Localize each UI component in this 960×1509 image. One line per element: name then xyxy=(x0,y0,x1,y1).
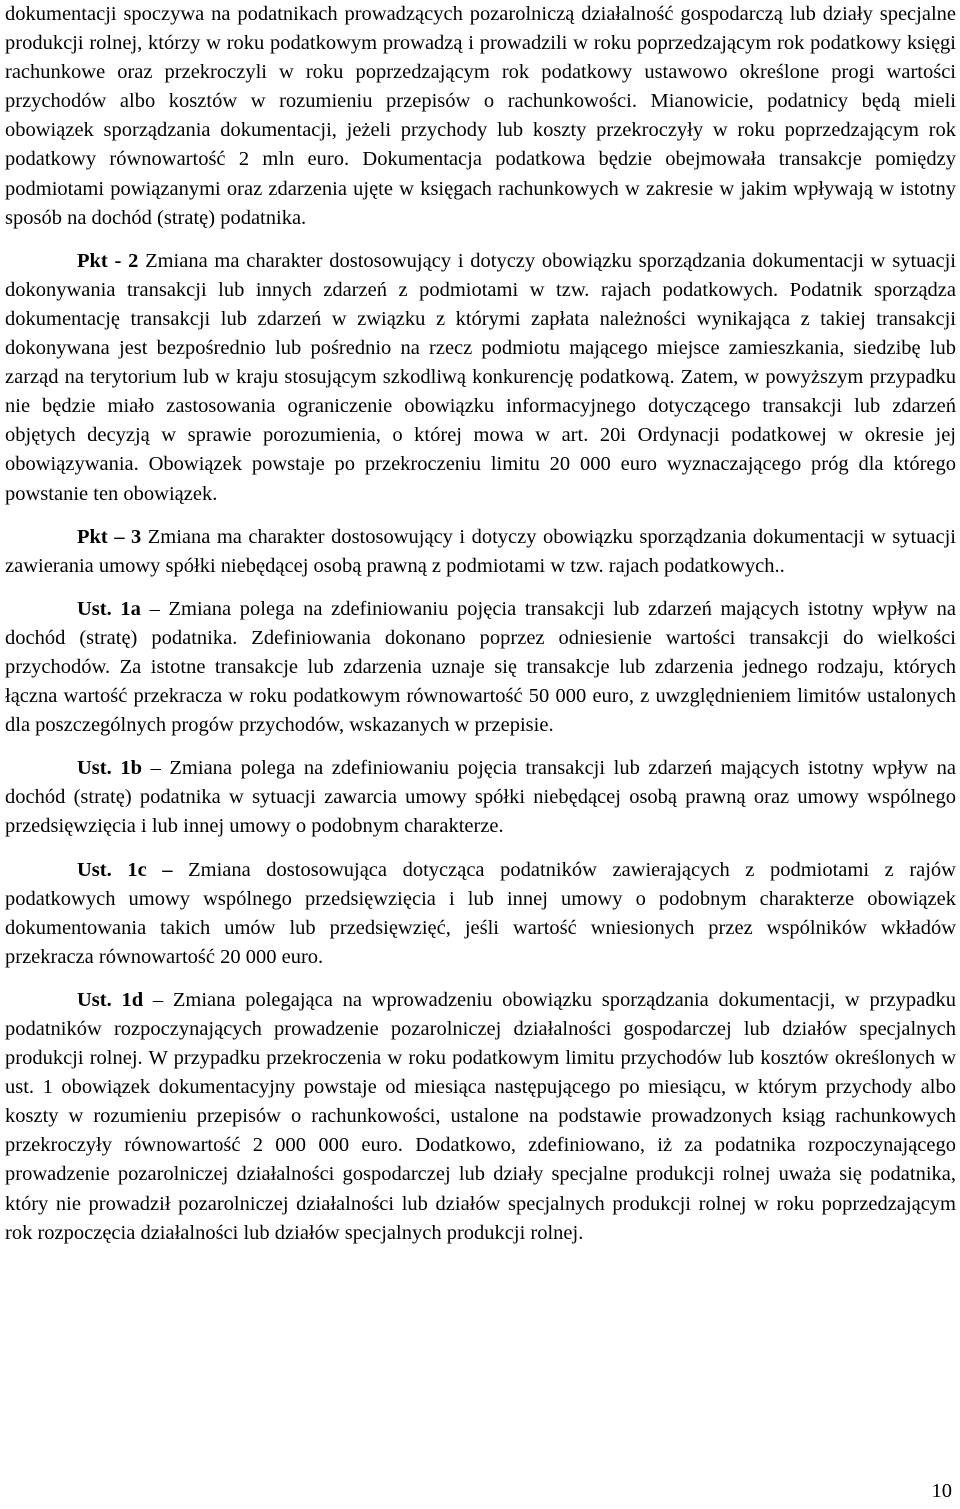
paragraph-text: dokumentacji spoczywa na podatnikach prowadzących pozarolniczą działalność gospodarczą lub działy specjalne produkcji rolnej, którzy w roku podatkowym prowadzą i prowadzili w roku poprzedzającym rok podatkowy księgi rachunkowe oraz przekroczyli w roku poprzedzającym rok podatkowy ustawowo określone progi wartości przychodów albo kosztów w rozumieniu przepisów o rachunkowości. Mianowicie, podatnicy będą mieli obowiązek sporządzania dokumentacji, jeżeli przychody lub koszty przekroczyły w roku poprzedzającym rok podatkowy równowartość 2 mln euro. Dokumentacja podatkowa będzie obejmowała transakcje pomiędzy podmiotami powiązanymi oraz zdarzenia ujęte w księgach rachunkowych w zakresie w jakim wpływają w istotny sposób na dochód (stratę) podatnika. xyxy=(5,3,956,229)
paragraph-text: Zmiana ma charakter dostosowujący i dotyczy obowiązku sporządzania dokumentacji w sytuacji dokonywania transakcji lub innych zdarzeń z podmiotami w tzw. rajach podatkowych. Podatnik sporządza dokumentację transakcji lub zdarzeń w związku z którymi zapłata należności wynikająca z takiej transakcji dokonywana jest bezpośrednio lub pośrednio na rzecz podmiotu mającego miejsce zamieszkania, siedzibę lub zarząd na terytorium lub w kraju stosującym szkodliwą konkurencję podatkową. Zatem, w powyższym przypadku nie będzie miało zastosowania ograniczenie obowiązku informacyjnego dotyczącego transakcji lub zdarzeń objętych decyzją w sprawie porozumienia, o której mowa w art. 20i Ordynacji podatkowej w okresie jej obowiązywania. Obowiązek powstaje po przekroczeniu limitu 20 000 euro wyznaczającego próg dla którego powstanie ten obowiązek. xyxy=(5,249,956,505)
page-number: 10 xyxy=(931,1480,952,1502)
paragraph-text: – Zmiana polegająca na wprowadzeniu obowiązku sporządzania dokumentacji, w przypadku podatników rozpoczynających prowadzenie pozarolniczej działalności gospodarczej lub działów specjalnych produkcji rolnej. W przypadku przekroczenia w roku podatkowym limitu przychodów lub kosztów określonych w ust. 1 obowiązek dokumentacyjny powstaje od miesiąca następującego po miesiącu, w którym przychody albo koszty w rozumieniu przepisów o rachunkowości, ustalone na podstawie prowadzonych ksiąg rachunkowych przekroczyły równowartość 2 000 000 euro. Dodatkowo, zdefiniowano, iż za podatnika rozpoczynającego prowadzenie pozarolniczej działalności gospodarczej lub działy specjalne produkcji rolnej uważa się podatnika, który nie prowadził pozarolniczej działalności lub działów specjalnych produkcji rolnej w roku poprzedzającym rok rozpoczęcia działalności lub działów specjalnych produkcji rolnej. xyxy=(5,988,956,1244)
paragraph-label: Pkt – 3 xyxy=(77,525,142,548)
paragraph-pkt-2 xyxy=(5,247,956,509)
paragraph-label: Ust. 1c – xyxy=(77,858,173,881)
paragraph-text: – Zmiana polega na zdefiniowaniu pojęcia transakcji lub zdarzeń mających istotny wpływ na dochód (stratę) podatnika w sytuacji zawarcia umowy spółki niebędącej osobą prawną oraz umowy wspólnego przedsięwzięcia i lub innej umowy o podobnym charakterze. xyxy=(5,757,957,838)
paragraph-pkt-3 xyxy=(5,523,956,581)
paragraph-label: Ust. 1b xyxy=(77,757,142,780)
paragraph-ust-1d xyxy=(5,986,956,1248)
paragraph-ust-1c xyxy=(5,856,956,972)
paragraph-text: – Zmiana polega na zdefiniowaniu pojęcia transakcji lub zdarzeń mających istotny wpływ na dochód (stratę) podatnika. Zdefiniowania dokonano poprzez odniesienie wartości transakcji do wielkości przychodów. Za istotne transakcje lub zdarzenia uznaje się transakcje lub zdarzenia jednego rodzaju, których łączna wartość przekracza w roku podatkowym równowartość 50 000 euro, z uwzględnieniem limitów ustalonych dla poszczególnych progów przychodów, wskazanych w przepisie. xyxy=(5,597,956,737)
paragraph-intro xyxy=(5,0,956,233)
paragraph-label: Ust. 1a xyxy=(77,597,141,620)
paragraph-text: Zmiana ma charakter dostosowujący i dotyczy obowiązku sporządzania dokumentacji w sytuacji zawierania umowy spółki niebędącej osobą prawną z podmiotami w tzw. rajach podatkowych.. xyxy=(5,525,957,577)
paragraph-label: Pkt - 2 xyxy=(77,249,139,272)
document-page xyxy=(5,0,956,1248)
paragraph-ust-1b xyxy=(5,754,956,841)
paragraph-ust-1a xyxy=(5,595,956,740)
paragraph-label: Ust. 1d xyxy=(77,988,144,1011)
paragraph-text: Zmiana dostosowująca dotycząca podatników zawierających z podmiotami z rajów podatkowych umowy wspólnego przedsięwzięcia i lub innej umowy o podobnym charakterze obowiązek dokumentowania takich umów lub przedsięwzięć, jeśli wartość wniesionych przez wspólników wkładów przekracza równowartość 20 000 euro. xyxy=(5,858,956,968)
